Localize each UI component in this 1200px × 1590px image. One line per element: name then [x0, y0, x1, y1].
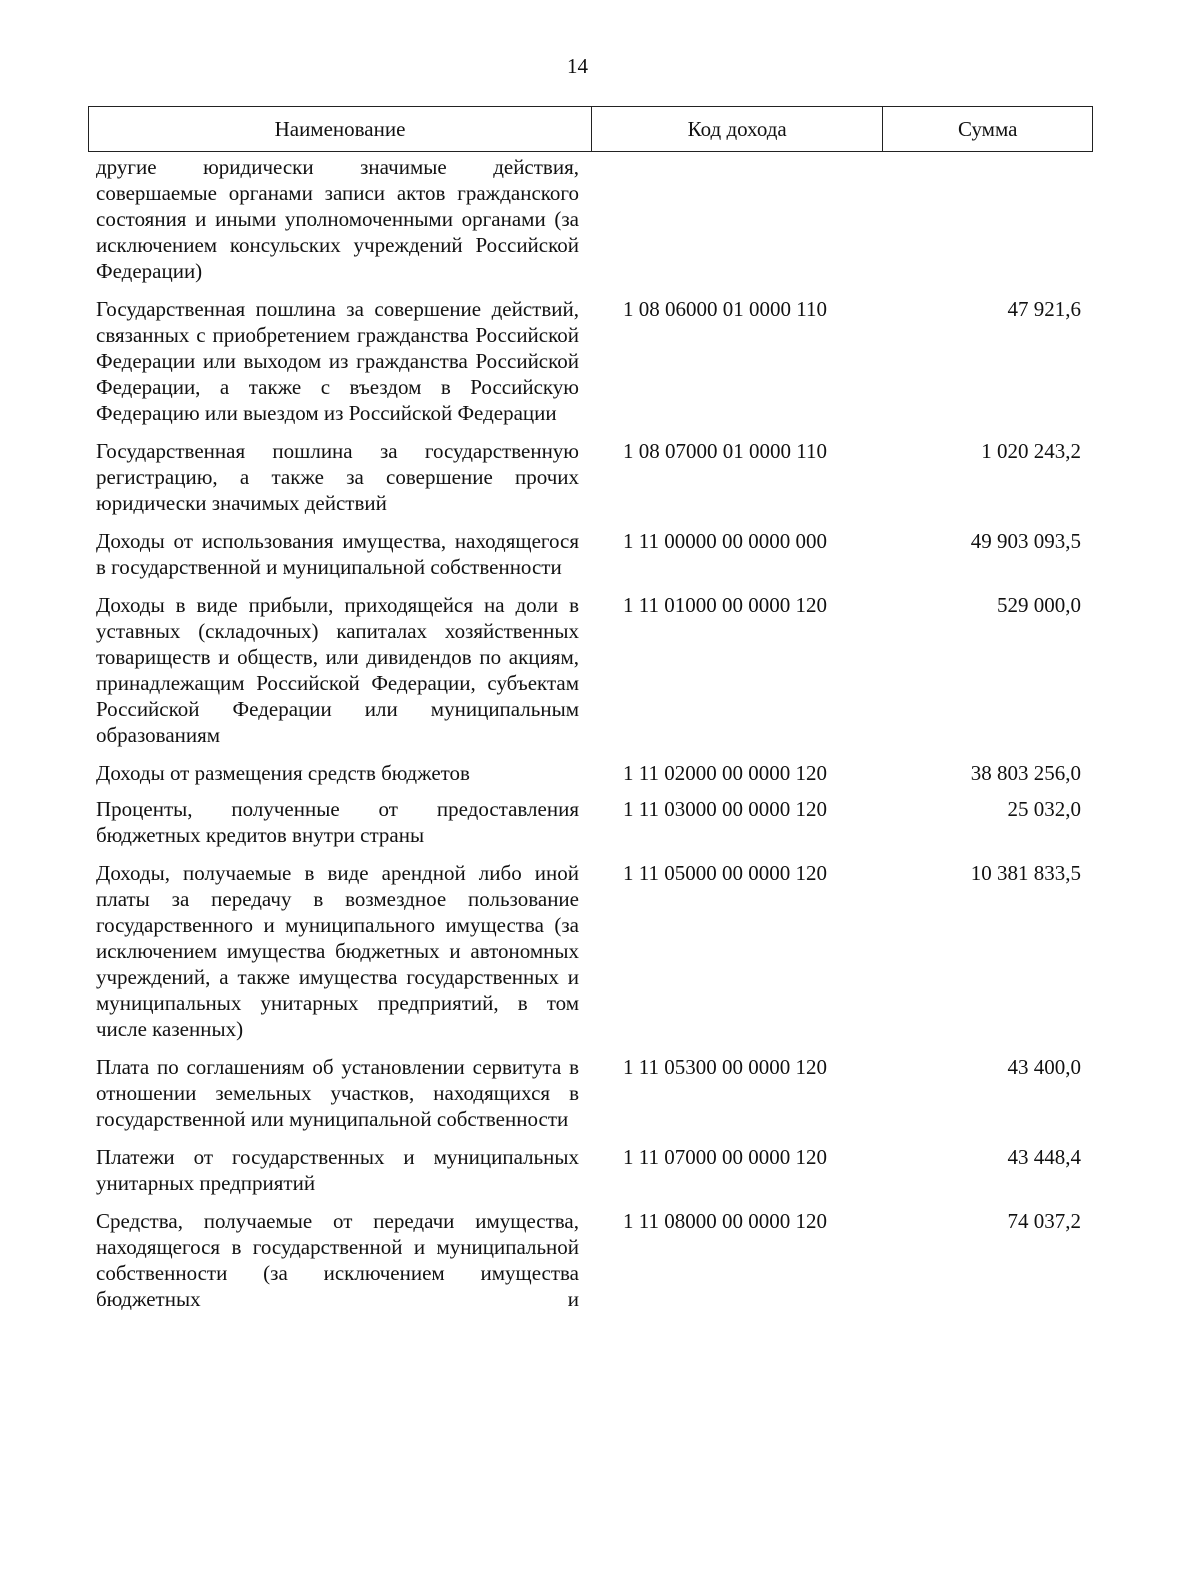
header-sum: Сумма	[882, 107, 1092, 151]
row-sum: 47 921,6	[1007, 297, 1081, 321]
table-row	[88, 592, 1093, 748]
revenue-table	[88, 106, 1093, 1312]
row-name: Доходы от размещения средств бюджетов	[96, 761, 470, 785]
row-name: Доходы, получаемые в виде арендной либо иной платы за передачу в возмездное пользование государственного и муниципального имущества (за исключением имущества бюджетных и автономных учреждений, а также имущества государственных и муниципальных унитарных предприятий, в том числе казенных)	[96, 861, 579, 1041]
row-code: 1 11 00000 00 0000 000	[623, 529, 827, 553]
row-code: 1 08 07000 01 0000 110	[623, 439, 827, 463]
row-sum: 1 020 243,2	[981, 439, 1081, 463]
row-sum: 25 032,0	[1007, 797, 1081, 821]
table-body	[88, 152, 1093, 1312]
row-code: 1 11 07000 00 0000 120	[623, 1145, 827, 1169]
row-sum: 10 381 833,5	[970, 861, 1081, 885]
row-sum: 74 037,2	[1007, 1209, 1081, 1233]
table-row	[88, 860, 1093, 1042]
table-row	[88, 1208, 1093, 1312]
row-name: Государственная пошлина за совершение действий, связанных с приобретением гражданства Российской Федерации или выходом из гражданства Российской Федерации, а также с въездом в Российскую Федерацию или выездом из Российской Федерации	[96, 297, 579, 425]
table-row	[88, 760, 1093, 786]
row-name: Проценты, полученные от предоставления бюджетных кредитов внутри страны	[96, 797, 579, 847]
page-number: 14	[567, 54, 588, 78]
header-name: Наименование	[274, 116, 406, 141]
row-name: Средства, получаемые от передачи имущества, находящегося в государственной и муниципальной собственности (за исключением имущества бюджетных и	[96, 1209, 579, 1311]
row-sum: 49 903 093,5	[970, 529, 1081, 553]
row-code: 1 11 05000 00 0000 120	[623, 861, 827, 885]
table-row	[88, 1144, 1093, 1196]
table-row	[88, 154, 1093, 284]
table-row	[88, 438, 1093, 516]
row-code: 1 11 01000 00 0000 120	[623, 593, 827, 617]
row-name: Доходы в виде прибыли, приходящейся на доли в уставных (складочных) капиталах хозяйственных товариществ и обществ, или дивидендов по акциям, принадлежащим Российской Федерации, субъектам Российской Федерации или муниципальным образованиям	[96, 593, 579, 747]
row-name: Плата по соглашениям об установлении сервитута в отношении земельных участков, находящихся в государственной или муниципальной собственности	[96, 1055, 579, 1131]
header-code: Код дохода	[591, 107, 882, 151]
row-code: 1 11 08000 00 0000 120	[623, 1209, 827, 1233]
table-row	[88, 796, 1093, 848]
row-sum	[883, 154, 1093, 284]
table-row	[88, 528, 1093, 580]
table-header	[88, 106, 1093, 152]
row-code: 1 11 05300 00 0000 120	[623, 1055, 827, 1079]
row-code	[591, 154, 883, 284]
row-name: Государственная пошлина за государственную регистрацию, а также за совершение прочих юридически значимых действий	[96, 439, 579, 515]
row-name: другие юридически значимые действия, совершаемые органами записи актов гражданского состояния и иными уполномоченными органами (за исключением консульских учреждений Российской Федерации)	[96, 155, 579, 283]
row-code: 1 08 06000 01 0000 110	[623, 297, 827, 321]
row-sum: 38 803 256,0	[970, 761, 1081, 785]
table-row	[88, 296, 1093, 426]
row-sum: 43 400,0	[1007, 1055, 1081, 1079]
row-name: Платежи от государственных и муниципальных унитарных предприятий	[96, 1145, 579, 1195]
row-name: Доходы от использования имущества, находящегося в государственной и муниципальной собственности	[96, 529, 579, 579]
table-row	[88, 1054, 1093, 1132]
row-code: 1 11 03000 00 0000 120	[623, 797, 827, 821]
row-code: 1 11 02000 00 0000 120	[623, 761, 827, 785]
row-sum: 529 000,0	[997, 593, 1081, 617]
row-sum: 43 448,4	[1007, 1145, 1081, 1169]
